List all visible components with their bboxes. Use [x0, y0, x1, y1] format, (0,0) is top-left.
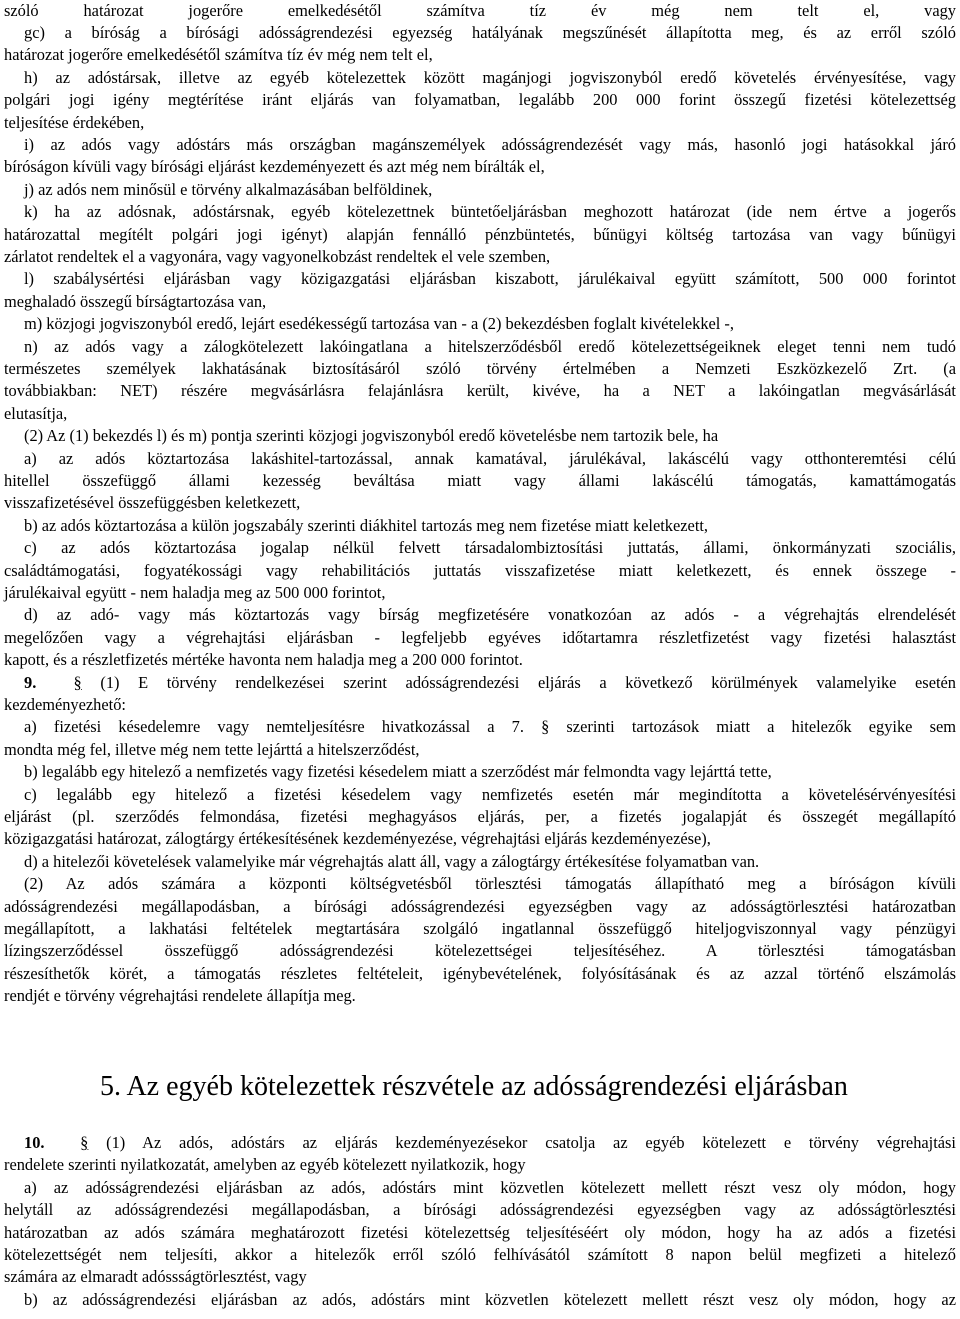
text-line: b) az adósságrendezési eljárásban az adós, adóstárs mint közvetlen kötelezett mellett részt vesz oly módon, hogy az — [24, 1290, 956, 1309]
text-line: családtámogatási, fogyatékossági vagy rehabilitációs juttatás visszafizetése miatt keletkezett, és ennek összege - — [4, 561, 956, 580]
text-line: részesíthetők körét, a támogatás részletes feltételeit, igénybevételének, folyósításának és az azzal történő elszámolás — [4, 964, 956, 983]
text-line: határozatban az adós számára meghatározott fizetési kötelezettség teljesítéséért oly módon, hogy ha az adós a fizetési — [4, 1223, 956, 1242]
text-line: teljesítése érdekében, — [4, 113, 145, 132]
text-line: megállapított, a lakhatási feltételek megtartására szolgáló ingatlannal összefüggő hiteljogviszonnyal vagy pénzügyi — [4, 919, 956, 938]
text-line: visszafizetésével összefüggésben keletkezett, — [4, 493, 301, 512]
text-line: b) az adós köztartozása a külön jogszabály szerinti diákhitel tartozás meg nem fizetése miatt keletkezett, — [24, 516, 709, 535]
text-line: határozattal megítélt polgári jogi igényt) alapján fennálló pénzbüntetés, bűnügyi költség tartozása van vagy bűnügyi — [4, 225, 956, 244]
text-line: c) az adós köztartozása jogalap nélkül felvett társadalombiztosítási juttatás, állami, önkormányzati szociális, — [24, 538, 956, 557]
text-line: természetes személyek lakhatásának biztosításáról szóló törvény értelmében a Nemzeti Eszközkezelő Zrt. (a — [4, 359, 956, 378]
section-9-line — [24, 672, 956, 694]
text-line: szóló határozat jogerőre emelkedésétől számítva tíz év még nem telt el, vagy — [4, 1, 956, 20]
text-line: közigazgatási határozat, zálogtárgy értékesítésének kezdeményezése, végrehajtási eljárás kezdeményezése), — [4, 829, 711, 848]
text-line: továbbiakban: NET) részére megvásárlásra felajánlásra került, kivéve, ha a NET a lakóingatlan megvásárlását — [4, 381, 956, 400]
text-line: a) az adósságrendezési eljárásban az adós, adóstárs mint közvetlen kötelezett mellett részt vesz oly módon, hogy — [24, 1178, 956, 1197]
section-10-line — [24, 1132, 956, 1154]
text-line: d) az adó- vagy más köztartozás vagy bírság megfizetésére vonatkozóan az adós - a végrehajtás elrendelését — [24, 605, 956, 624]
text-line: számára az elmaradt adóssságtörlesztést, vagy — [4, 1267, 307, 1286]
text-line: c) legalább egy hitelező a fizetési késedelem vagy nemfizetés esetén már megindította a követelésérvényesítési — [24, 785, 956, 804]
text-line: megelőzően vagy a végrehajtási eljárásban - legfeljebb egyéves időtartamra részletfizetést vagy fizetési halasztást — [4, 628, 956, 647]
text-line: k) ha az adósnak, adóstársnak, egyéb kötelezettnek büntetőeljárásban meghozott határozat (ide nem értve a jogerős — [24, 202, 956, 221]
text-line: bíróságon kívüli vagy bírósági eljárást kezdeményezett és azt még nem bírálták el, — [4, 157, 545, 176]
text-line: polgári jogi igény megtérítése iránt eljárás van folyamatban, legalább 200 000 forint összegű fizetési kötelezettség — [4, 90, 956, 109]
text-line: n) az adós vagy a zálogkötelezett lakóingatlana a hitelszerződésből eredő kötelezettségeiknek eleget tenni nem tudó — [24, 337, 956, 356]
text-line: mondta még fel, illetve még nem tette lejárttá a hitelszerződést, — [4, 740, 420, 759]
text-line: helytáll az adósságrendezési megállapodásban, a bírósági adósságrendezési egyezségben vagy az adósságtörlesztési — [4, 1200, 956, 1219]
text-line: (2) Az adós számára a központi költségvetésből törlesztési támogatás állapítható meg a bíróságon kívüli — [24, 874, 956, 893]
text-line: j) az adós nem minősül e törvény alkalmazásában belföldinek, — [24, 180, 433, 199]
text-line: hitellel összefüggő állami kezesség beváltása miatt vagy állami lakáscélú támogatás, kamattámogatás — [4, 471, 956, 490]
text-line: kapott, és a részletfizetés mértéke havonta nem haladja meg a 200 000 forintot. — [4, 650, 523, 669]
text-line: l) szabálysértési eljárásban vagy közigazgatási eljárásban kiszabott, járulékaival együtt számított, 500 000 forintot — [24, 269, 956, 288]
section-number: 10. — [24, 1133, 45, 1152]
text-line: zárlatot rendeltek el a vagyonára, vagy vagyonelkobzást rendeltek el vele szemben, — [4, 247, 551, 266]
text-line: m) közjogi jogviszonyból eredő, lejárt esedékességű tartozása van - a (2) bekezdésben foglalt kivételekkel -, — [24, 314, 734, 333]
text-line: gc) a bíróság a bírósági adósságrendezési egyezség hatályának megszűnését állapította meg, és az erről szóló — [24, 23, 956, 42]
text-line: kötelezettségét nem teljesíti, akkor a hitelezők erről szóló felhívásától számított 8 napon belül megfizeti a hitelező — [4, 1245, 956, 1264]
text-line: adósságrendezési megállapodásban, a bírósági adósságrendezési egyezségben vagy az adósságtörlesztési határozatban — [4, 897, 956, 916]
text-line: d) a hitelezői követelések valamelyike már végrehajtás alatt áll, vagy a zálogtárgy értékesítése folyamatban van. — [24, 852, 760, 871]
text-line: (2) Az (1) bekezdés l) és m) pontja szerinti közjogi jogviszonyból eredő követelésbe nem tartozik bele, ha — [24, 426, 719, 445]
text-line: járulékaival együtt - nem haladja meg az 500 000 forintot, — [4, 583, 386, 602]
text-line: i) az adós vagy adóstárs más országban magánszemélyek adósságrendezését vagy más, hasonló jogi hatásokkal járó — [24, 135, 956, 154]
text-line: b) legalább egy hitelező a nemfizetés vagy fizetési késedelem miatt a szerződést már felmondta vagy lejárttá tette, — [24, 762, 772, 781]
text-line: eljárást (pl. szerződés felmondása, fizetési meghagyásos eljárás, per, a fizetés jogalapját és összegét megállapító — [4, 807, 956, 826]
text-line: (1) E törvény rendelkezései szerint adósságrendezési eljárás a következő körülmények valamelyike esetén — [100, 673, 956, 692]
text-line: határozat jogerőre emelkedésétől számítva tíz év még nem telt el, — [4, 45, 433, 64]
paragraph-sign-link[interactable]: § — [73, 673, 82, 692]
section-heading: 5. Az egyéb kötelezettek részvétele az adósságrendezési eljárásban — [100, 1071, 848, 1102]
text-line: a) az adós köztartozása lakáshitel-tartozással, annak kamatával, járulékával, lakáscélú vagy otthonteremtési célú — [24, 449, 956, 468]
text-line: lízingszerződéssel összefüggő adósságrendezési kötelezettségei teljesítéséhez. A törlesztési támogatásban — [4, 941, 956, 960]
text-line: rendjét e törvény végrehajtási rendelete állapítja meg. — [4, 986, 356, 1005]
text-line: kezdeményezhető: — [4, 695, 126, 714]
text-line: h) az adóstársak, illetve az egyéb kötelezettek között magánjogi jogviszonyból eredő követelés érvényesítése, vagy — [24, 68, 956, 87]
text-line: a) fizetési késedelemre vagy nemteljesítésre hivatkozással a 7. § szerinti tartozások miatt a hitelezők egyike sem — [24, 717, 956, 736]
paragraph-sign-link[interactable]: § — [80, 1133, 89, 1152]
text-line: elutasítja, — [4, 404, 68, 423]
text-line: (1) Az adós, adóstárs az eljárás kezdeményezésekor csatolja az egyéb kötelezett e törvény végrehajtási — [106, 1133, 956, 1152]
text-line: rendelete szerinti nyilatkozatát, amelyben az egyéb kötelezett nyilatkozik, hogy — [4, 1155, 526, 1174]
section-number: 9. — [24, 673, 37, 692]
text-line: meghaladó összegű bírságtartozása van, — [4, 292, 267, 311]
